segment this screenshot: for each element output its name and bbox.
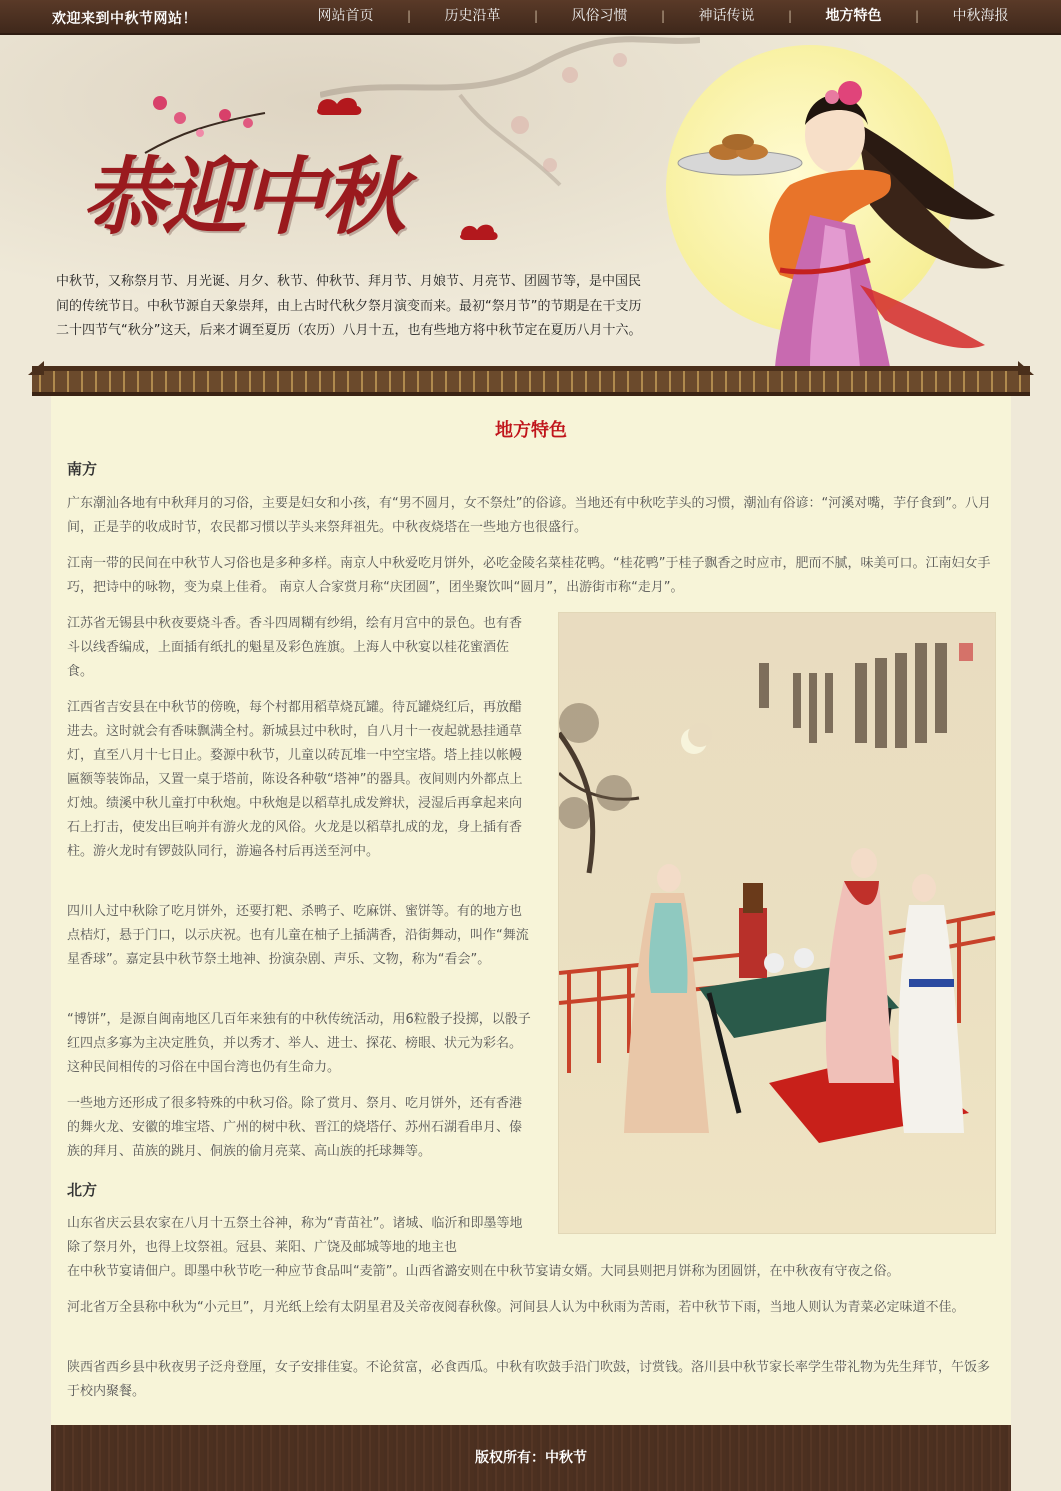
paragraph-south-6: “博饼”，是源自闽南地区几百年来独有的中秋传统活动，用6粒骰子投掷，以骰子红四点多寡为主决定胜负，并以秀才、举人、进士、探花、榜眼、状元为彩名。这种民间相传的习俗在中国台湾也仍有生命力。 (67, 1012, 531, 1075)
painting-illustration (559, 613, 995, 1233)
page-title: 地方特色 (495, 420, 567, 441)
paragraph-south-4: 江西省吉安县在中秋节的傍晚，每个村都用稻草烧瓦罐。待瓦罐烧红后，再放醋进去。这时就会有香味飘满全村。新城县过中秋时，自八月十一夜起就悬挂通草灯，直至八月十七日止。婺源中秋节，儿童以砖瓦堆一中空宝塔。塔上挂以帐幔匾额等装饰品，又置一桌于塔前，陈设各种敬“塔神”的器具。夜间则内外都点上灯烛。绩溪中秋儿童打中秋炮。中秋炮是以稻草扎成发辫状，浸湿后再拿起来向石上打击，使发出巨响并有游火龙的风俗。火龙是以稻草扎成的龙，身上插有香柱。游火龙时有锣鼓队同行，游遍各村后再送至河中。 (67, 700, 523, 859)
section-heading-north: 北方 (67, 1181, 98, 1199)
nav-item-customs[interactable]: 风俗习惯 (571, 8, 628, 24)
header-banner (0, 35, 1061, 367)
festival-logo-calligraphy: 恭迎中秋 (82, 147, 403, 246)
paragraph-south-3: 江苏省无锡县中秋夜要烧斗香。香斗四周糊有纱绢，绘有月宫中的景色。也有香斗以线香编成，上面插有纸扎的魁星及彩色旌旗。上海人中秋宴以桂花蜜酒佐食。 (67, 616, 523, 679)
top-navigation-bar (0, 0, 1061, 35)
auspicious-cloud-icon (315, 93, 365, 117)
main-content (51, 396, 1011, 1425)
nav-separator: | (406, 9, 412, 23)
auspicious-cloud-icon (458, 220, 500, 242)
nav-separator: | (533, 9, 539, 23)
paragraph-south-2: 江南一带的民间在中秋节人习俗也是多种多样。南京人中秋爱吃月饼外，必吃金陵名菜桂花鸭。“桂花鸭”于桂子飘香之时应市，肥而不腻，味美可口。江南妇女手巧，把诗中的咏物，变为桌上佳肴。 南京人合家赏月称“庆团圆”，团坐聚饮叫“圆月”，出游街市称“走月”。 (67, 556, 991, 595)
paragraph-north-1b: 在中秋节宴请佃户。即墨中秋节吃一种应节食品叫“麦箭”。山西省潞安则在中秋节宴请女婿。大同县则把月饼称为团圆饼，在中秋夜有守夜之俗。 (67, 1264, 900, 1279)
nav-separator: | (660, 9, 666, 23)
nav-item-history[interactable]: 历史沿革 (444, 8, 501, 24)
festival-intro-text: 中秋节，又称祭月节、月光诞、月夕、秋节、仲秋节、拜月节、月娘节、月亮节、团圆节等，是中国民间的传统节日。中秋节源自天象崇拜，由上古时代秋夕祭月演变而来。最初“祭月节”的节期是在干支历二十四节气“秋分”这天，后来才调至夏历（农历）八月十五，也有些地方将中秋节定在夏历八月十六。 (56, 274, 642, 338)
chang-e-illustration (660, 55, 1030, 367)
copyright-text: 版权所有：中秋节 (475, 1450, 587, 1466)
section-heading-south: 南方 (67, 460, 98, 478)
welcome-text: 欢迎来到中秋节网站！ (52, 11, 197, 27)
roof-tile-divider (32, 366, 1030, 396)
nav-item-home[interactable]: 网站首页 (317, 8, 374, 24)
paragraph-north-2: 河北省万全县称中秋为“小元旦”，月光纸上绘有太阴星君及关帝夜阅春秋像。河间县人认为中秋雨为苦雨，若中秋节下雨，当地人则认为青菜必定味道不佳。 (67, 1300, 965, 1315)
paragraph-south-1: 广东潮汕各地有中秋拜月的习俗，主要是妇女和小孩，有“男不圆月，女不祭灶”的俗谚。当地还有中秋吃芋头的习惯，潮汕有俗谚：“河溪对嘴，芋仔食到”。八月间，正是芋的收成时节，农民都习惯以芋头来祭拜祖先。中秋夜烧塔在一些地方也很盛行。 (67, 496, 991, 535)
nav-item-legends[interactable]: 神话传说 (698, 8, 755, 24)
paragraph-south-5: 四川人过中秋除了吃月饼外，还要打粑、杀鸭子、吃麻饼、蜜饼等。有的地方也点桔灯，悬于门口，以示庆祝。也有儿童在柚子上插满香，沿街舞动，叫作“舞流星香球”。嘉定县中秋节祭土地神、扮演杂剧、声乐、文物，称为“看会”。 (67, 904, 529, 967)
nav-separator: | (914, 9, 920, 23)
nav-separator: | (787, 9, 793, 23)
paragraph-north-1a: 山东省庆云县农家在八月十五祭土谷神，称为“青苗社”。诸城、临沂和即墨等地除了祭月外，也得上坟祭祖。冠县、莱阳、广饶及邮城等地的地主也 (67, 1216, 523, 1255)
paragraph-north-3: 陕西省西乡县中秋夜男子泛舟登厘，女子安排佳宴。不论贫富，必食西瓜。中秋有吹鼓手沿门吹鼓，讨赏钱。洛川县中秋节家长率学生带礼物为先生拜节，午饭多于校内聚餐。 (67, 1360, 991, 1399)
nav-item-posters[interactable]: 中秋海报 (952, 8, 1009, 24)
nav-item-local-features[interactable]: 地方特色 (825, 8, 882, 24)
main-nav (287, 0, 1039, 33)
moon-festival-painting (558, 612, 996, 1234)
paragraph-south-7: 一些地方还形成了很多特殊的中秋习俗。除了赏月、祭月、吃月饼外，还有香港的舞火龙、安徽的堆宝塔、广州的树中秋、晋江的烧塔仔、苏州石湖看串月、傣族的拜月、苗族的跳月、侗族的偷月亮菜、高山族的托球舞等。 (67, 1096, 523, 1159)
footer (51, 1425, 1011, 1491)
